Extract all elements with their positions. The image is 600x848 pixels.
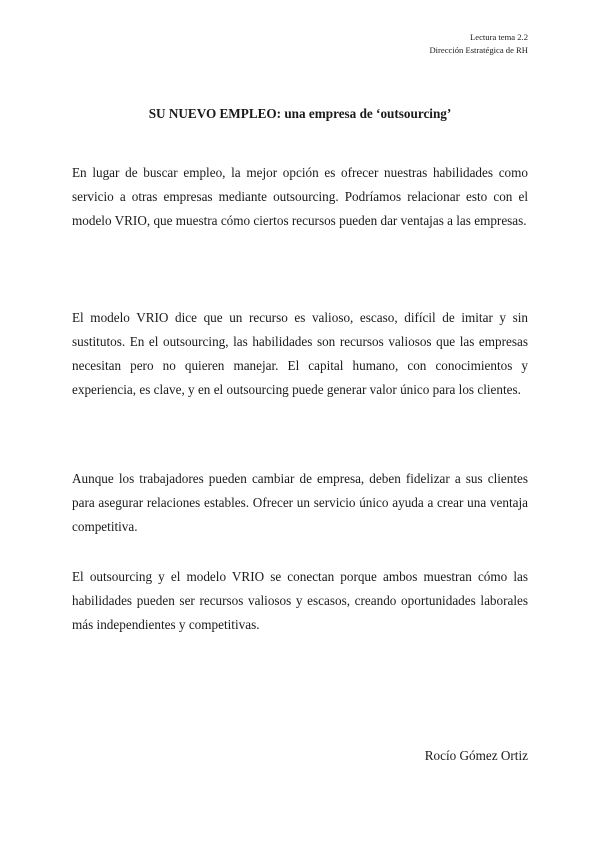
author-signature: Rocío Gómez Ortiz — [424, 748, 528, 763]
paragraph-intro: En lugar de buscar empleo, la mejor opción es ofrecer nuestras habilidades como servicio a otras empresas mediante outsourcing. Podríamos relacionar esto con el modelo VRIO, que muestra cómo ciertos recursos pueden dar ventajas a las empresas. — [72, 165, 528, 228]
document-title: SU NUEVO EMPLEO: una empresa de ‘outsourcing’ — [148, 106, 452, 121]
page-header — [429, 31, 528, 57]
paragraph-vrio: El modelo VRIO dice que un recurso es valioso, escaso, difícil de imitar y sin sustitutos. En el outsourcing, las habilidades son recursos valiosos que las empresas necesitan pero no quieren manejar. El capital humano, con conocimientos y experiencia, es clave, y en el outsourcing puede generar valor único para los clientes. — [72, 310, 528, 397]
header-subject: Dirección Estratégica de RH — [429, 45, 528, 55]
header-course: Lectura tema 2.2 — [470, 32, 528, 42]
paragraph-loyalty: Aunque los trabajadores pueden cambiar de empresa, deben fidelizar a sus clientes para asegurar relaciones estables. Ofrecer un servicio único ayuda a crear una ventaja competitiva. — [72, 471, 528, 534]
paragraph-conclusion: El outsourcing y el modelo VRIO se conectan porque ambos muestran cómo las habilidades pueden ser recursos valiosos y escasos, creando oportunidades laborales más independientes y competitivas. — [72, 569, 528, 632]
